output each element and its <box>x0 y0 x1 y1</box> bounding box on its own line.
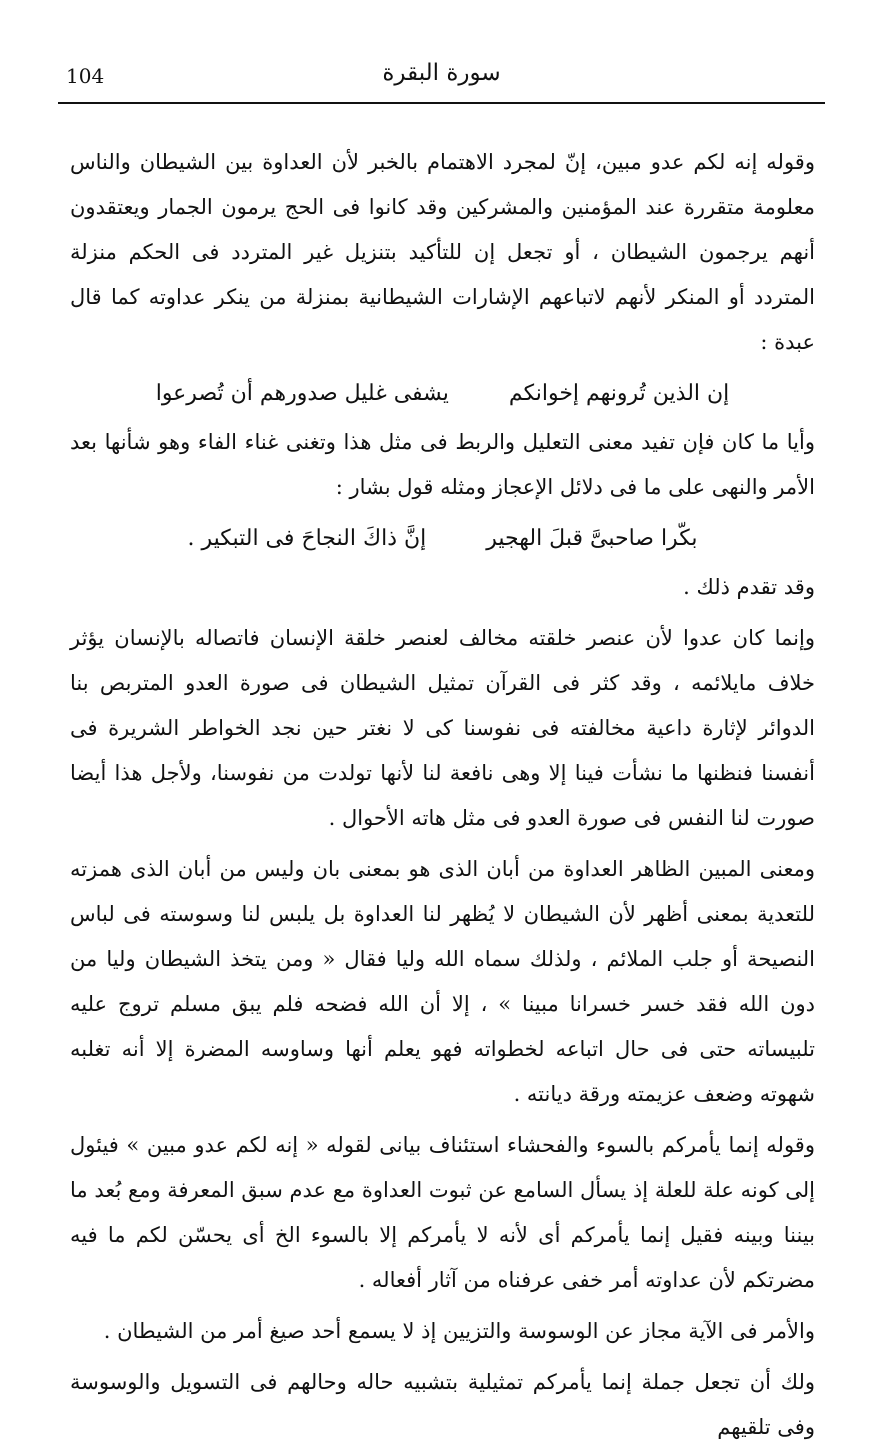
paragraph: وإنما كان عدوا لأن عنصر خلقته مخالف لعنصر خلقة الإنسان فاتصاله بالإنسان يؤثر خلاف مايلائمه ، وقد كثر فى القرآن تمثيل الشيطان فى صورة العدو المتربص بنا الدوائر لإثارة داعية مخالفته فى نفوسنا كى لا نغتر حين نجد الخواطر الشريرة فى أنفسنا فنظنها ما نشأت فينا إلا وهى نافعة لنا لأنها تولدت من نفوسنا، ولأجل هذا أيضا صورت لنا النفس فى صورة العدو فى مثل هاته الأحوال . <box>70 626 815 830</box>
page-body <box>70 140 815 1456</box>
page-header <box>58 56 825 100</box>
paragraph: وقد تقدم ذلك . <box>683 575 815 599</box>
paragraph: والأمر فى الآية مجاز عن الوسوسة والتزيين إذ لا يسمع أحد صيغ أمر من الشيطان . <box>103 1319 815 1343</box>
paragraph: وأيا ما كان فإن تفيد معنى التعليل والربط فى مثل هذا وتغنى غناء الفاء وهو شأنها بعد الأمر والنهى على ما فى دلائل الإعجاز ومثله قول بشار : <box>70 430 815 499</box>
paragraph: وقوله إنه لكم عدو مبين، إنّ لمجرد الاهتمام بالخبر لأن العداوة بين الشيطان والناس معلومة متقررة عند المؤمنين والمشركين وقد كانوا فى الحج يرمون الجمار ويعتقدون أنهم يرجمون الشيطان ، أو تجعل إن للتأكيد بتنزيل غير المتردد فى الحكم منزلة المتردد أو المنكر لأنهم لاتباعهم الإشارات الشيطانية بمنزلة من ينكر عداوته كما قال عبدة : <box>70 150 815 354</box>
page-number: 104 <box>66 64 105 88</box>
verse-hemistich-first: إن الذين تُرونهم إخوانكم <box>508 381 730 406</box>
paragraph: ولك أن تجعل جملة إنما يأمركم تمثيلية بتشبيه حاله وحالهم فى التسويل والوسوسة وفى تلقيهم <box>70 1370 815 1439</box>
poetry-verse <box>70 516 815 561</box>
paragraph: وقوله إنما يأمركم بالسوء والفحشاء استئناف بيانى لقوله « إنه لكم عدو مبين » فيئول إلى كونه علة للعلة إذ يسأل السامع عن ثبوت العداوة مع عدم سبق المعرفة ومع بُعد ما بيننا وبينه فقيل إنما يأمركم أى لأنه لا يأمركم إلا بالسوء الخ أى يحسّن لكم ما فيه مضرتكم لأن عداوته أمر خفى عرفناه من آثار أفعاله . <box>70 1133 815 1292</box>
verse-hemistich-first: بكّرا صاحبىَّ قبلَ الهجير <box>486 526 698 551</box>
verse-hemistich-second: إنَّ ذاكَ النجاحَ فى التبكير . <box>187 526 427 551</box>
verse-hemistich-second: يشفى غليل صدورهم أن تُصرعوا <box>155 381 449 406</box>
header-divider <box>58 102 825 104</box>
poetry-verse <box>70 371 815 416</box>
running-title: سورة البقرة <box>382 60 501 86</box>
paragraph: ومعنى المبين الظاهر العداوة من أبان الذى هو بمعنى بان وليس من أبان الذى همزته للتعدية بمعنى أظهر لأن الشيطان لا يُظهر لنا العداوة بل يلبس لنا وسوسته فى لباس النصيحة أو جلب الملائم ، ولذلك سماه الله وليا فقال « ومن يتخذ الشيطان وليا من دون الله فقد خسر خسرانا مبينا » ، إلا أن الله فضحه فلم يبق مسلم تروج عليه تلبيساته حتى فى حال اتباعه لخطواته فهو يعلم أنها وساوسه المضرة إلا أنه تغلبه شهوته وضعف عزيمته ورقة ديانته . <box>70 857 815 1106</box>
